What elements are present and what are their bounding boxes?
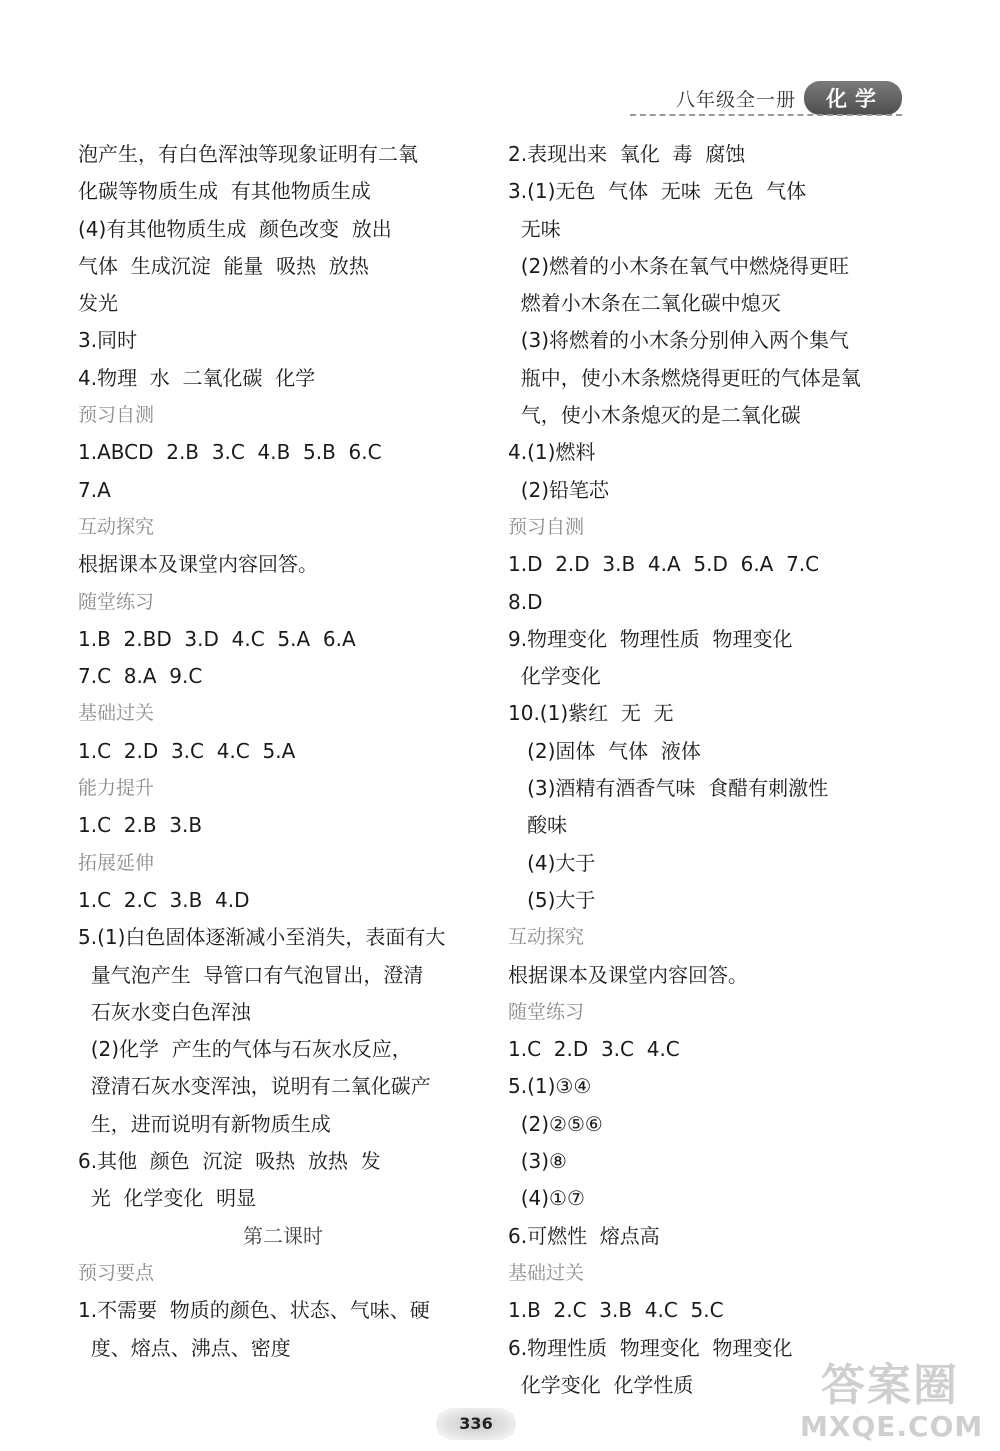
answer-line: 10.(1)紫红 无 无: [508, 701, 674, 726]
answer-line: 化学变化 化学性质: [508, 1372, 694, 1397]
answer-line: 根据课本及课堂内容回答。: [508, 962, 748, 987]
answer-line: (4)①⑦: [508, 1186, 585, 1211]
answer-line: 光 化学变化 明显: [78, 1186, 257, 1211]
answer-line: 1.C 2.D 3.C 4.C: [508, 1037, 680, 1062]
answer-line: 石灰水变白色浑浊: [78, 999, 251, 1024]
answer-line: 泡产生，有白色浑浊等现象证明有二氧: [78, 142, 418, 166]
answer-line: 澄清石灰水变浑浊，说明有二氧化碳产: [78, 1074, 431, 1099]
answer-line: 1.B 2.BD 3.D 4.C 5.A 6.A: [78, 626, 356, 651]
answer-line: 8.D: [508, 589, 543, 614]
answer-line: 1.ABCD 2.B 3.C 4.B 5.B 6.C: [78, 440, 382, 465]
answer-line: 气，使小木条熄灭的是二氧化碳: [508, 403, 801, 428]
answer-line: (2)燃着的小木条在氧气中燃烧得更旺: [508, 253, 850, 278]
answer-line: 7.C 8.A 9.C: [78, 664, 203, 689]
answer-line: 根据课本及课堂内容回答。: [78, 552, 318, 577]
answer-line: 发光: [78, 291, 118, 316]
answer-line: 1.不需要 物质的颜色、状态、气味、硬: [78, 1298, 430, 1323]
page-header: [676, 82, 902, 114]
section-heading: 基础过关: [508, 1261, 585, 1284]
section-heading: 预习自测: [78, 404, 155, 427]
answer-line: (2)铅笔芯: [508, 477, 610, 502]
grade-label: 八年级全一册: [675, 88, 796, 111]
answer-line: 生，进而说明有新物质生成: [78, 1111, 331, 1136]
answer-line: 化学变化: [508, 664, 601, 689]
answer-line: 4.(1)燃料: [508, 440, 596, 465]
answer-line: 量气泡产生 导管口有气泡冒出，澄清: [78, 962, 424, 987]
answer-line: (3)将燃着的小木条分别伸入两个集气: [508, 328, 850, 353]
subject-badge: 化学: [804, 81, 902, 115]
answer-line: (5)大于: [508, 887, 596, 912]
answer-line: 6.可燃性 熔点高: [508, 1223, 660, 1248]
section-heading: 互动探究: [78, 515, 155, 538]
section-heading: 能力提升: [78, 777, 155, 800]
section-heading: 预习要点: [78, 1261, 155, 1284]
answer-line: 3.同时: [78, 328, 138, 353]
answer-line: 1.C 2.C 3.B 4.D: [78, 887, 250, 912]
right-column: [508, 136, 918, 1404]
left-column: [78, 136, 488, 1367]
answer-line: 酸味: [508, 813, 568, 838]
answer-line: 化碳等物质生成 有其他物质生成: [78, 179, 371, 204]
answer-line: 2.表现出来 氧化 毒 腐蚀: [508, 142, 746, 166]
section-heading: 随堂练习: [78, 590, 155, 613]
lesson-title: 第二课时: [243, 1223, 323, 1248]
watermark-text: 答案圈: [821, 1360, 959, 1411]
answer-line: (4)大于: [508, 850, 596, 875]
answer-line: 3.(1)无色 气体 无味 无色 气体: [508, 179, 807, 204]
answer-line: (2)固体 气体 液体: [508, 738, 701, 763]
answer-line: 无味: [508, 216, 561, 241]
watermark-url: MXQE.COM: [800, 1410, 984, 1443]
answer-line: 5.(1)白色固体逐渐减小至消失，表面有大: [78, 925, 446, 950]
answer-line: 1.C 2.B 3.B: [78, 813, 203, 838]
answer-line: (2)②⑤⑥: [508, 1111, 603, 1136]
section-heading: 基础过关: [78, 702, 155, 725]
answer-line: (4)有其他物质生成 颜色改变 放出: [78, 216, 392, 241]
page-number: 336: [436, 1408, 516, 1440]
answer-line: 6.物理性质 物理变化 物理变化: [508, 1335, 793, 1360]
header-divider: [630, 114, 902, 116]
section-heading: 随堂练习: [508, 1000, 585, 1023]
watermark-logo: [800, 1360, 984, 1443]
answer-line: (3)酒精有酒香气味 食醋有刺激性: [508, 776, 829, 801]
answer-line: (2)化学 产生的气体与石灰水反应，: [78, 1037, 412, 1062]
answer-line: 燃着小木条在二氧化碳中熄灭: [508, 291, 781, 316]
answer-line: 7.A: [78, 477, 111, 502]
answer-line: 度、熔点、沸点、密度: [78, 1335, 291, 1360]
section-heading: 预习自测: [508, 515, 585, 538]
answer-line: 1.C 2.D 3.C 4.C 5.A: [78, 738, 296, 763]
answer-line: 9.物理变化 物理性质 物理变化: [508, 626, 793, 651]
answer-line: 6.其他 颜色 沉淀 吸热 放热 发: [78, 1149, 381, 1174]
section-heading: 互动探究: [508, 926, 585, 949]
answer-line: 5.(1)③④: [508, 1074, 592, 1099]
answer-line: 4.物理 水 二氧化碳 化学: [78, 365, 316, 390]
answer-line: 1.B 2.C 3.B 4.C 5.C: [508, 1298, 724, 1323]
answer-line: 气体 生成沉淀 能量 吸热 放热: [78, 253, 369, 278]
section-heading: 拓展延伸: [78, 851, 155, 874]
answer-line: 1.D 2.D 3.B 4.A 5.D 6.A 7.C: [508, 552, 820, 577]
answer-line: (3)⑧: [508, 1149, 567, 1174]
answer-line: 瓶中，使小木条燃烧得更旺的气体是氧: [508, 365, 861, 390]
